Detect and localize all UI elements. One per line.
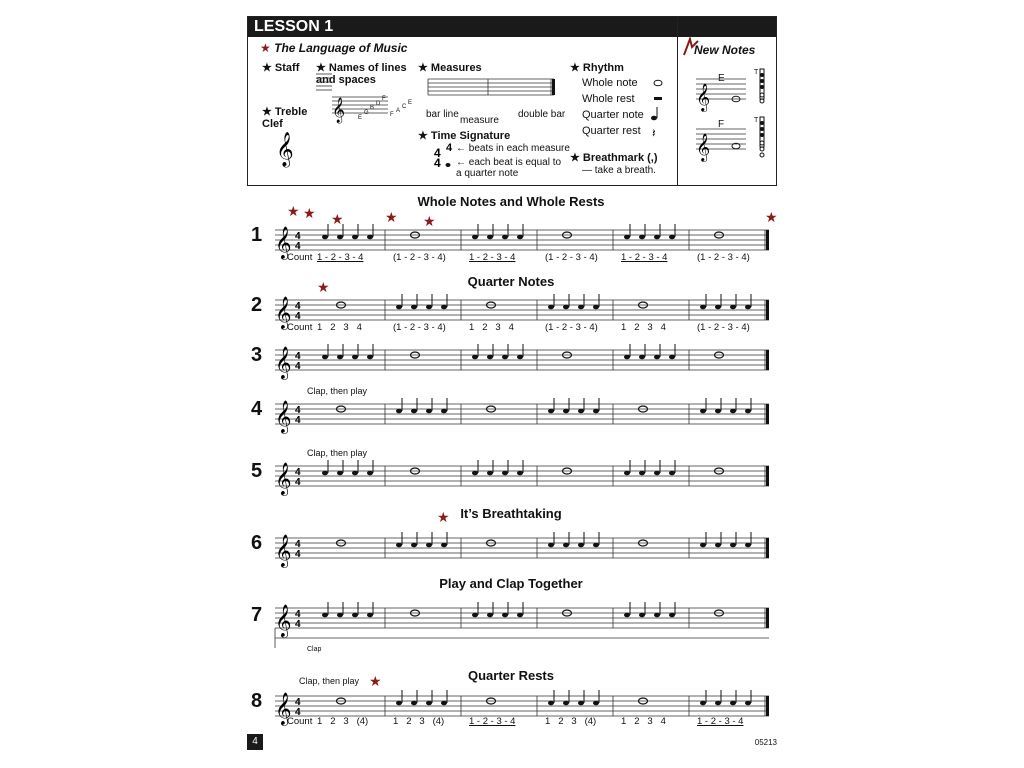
quarter-note-icon	[441, 305, 447, 310]
staff-label: ★ Staff	[262, 62, 300, 74]
quarter-note-icon	[396, 305, 402, 310]
count-l1-m3: 1 - 2 - 3 - 4	[469, 252, 516, 263]
clap-then-play-8: Clap, then play	[299, 676, 360, 686]
time-signature-text: Time Signature	[430, 130, 511, 142]
quarter-note-icon	[517, 613, 523, 618]
quarter-note-icon	[472, 355, 478, 360]
final-bar	[766, 466, 769, 486]
quarter-note-icon	[352, 235, 358, 240]
time-sig-icon: 4	[295, 405, 301, 416]
quarter-note-icon	[426, 305, 432, 310]
space-letter-f: F	[390, 112, 394, 118]
quarter-note-icon	[639, 471, 645, 476]
quarter-note-icon	[487, 471, 493, 476]
final-bar	[766, 230, 769, 250]
quarter-note-icon	[593, 409, 599, 414]
time-sig-header-icon-bottom: 4	[434, 156, 441, 170]
quarter-note-icon	[578, 543, 584, 548]
treble-clef-icon: 𝄞	[275, 400, 292, 433]
quarter-note-icon	[472, 235, 478, 240]
line-letter-e: E	[358, 115, 363, 121]
time-sig-icon: 4	[295, 549, 301, 560]
count-word-2: Count	[287, 322, 313, 333]
language-heading-text: The Language of Music	[274, 41, 408, 55]
treble-clef-small-icon: 𝄞	[332, 98, 346, 123]
quarter-note-icon	[352, 471, 358, 476]
space-letter-a: A	[396, 108, 401, 114]
quarter-rest-label: Quarter rest	[582, 125, 641, 137]
quarter-note-icon	[322, 235, 328, 240]
quarter-note-icon	[411, 409, 417, 414]
quarter-note-icon	[322, 471, 328, 476]
whole-rest-label: Whole rest	[582, 93, 635, 105]
quarter-note-icon	[563, 305, 569, 310]
quarter-note-icon	[624, 355, 630, 360]
quarter-note-icon	[411, 305, 417, 310]
treble-label-text: Treble Clef	[262, 106, 308, 130]
count-l2-m5: 1 2 3 4	[621, 322, 666, 333]
quarter-note-icon	[730, 409, 736, 414]
quarter-note-icon	[487, 355, 493, 360]
quarter-note-icon	[745, 409, 751, 414]
measures-label: ★ Measures	[418, 62, 482, 74]
quarter-note-icon	[745, 701, 751, 706]
count-l2-m1: 1 2 3 4	[317, 322, 362, 333]
quarter-note-icon	[367, 471, 373, 476]
names-label: ★ Names of lines and spaces	[316, 62, 407, 86]
line-number-8: 8	[251, 690, 263, 712]
quarter-note-icon	[563, 409, 569, 414]
measure-label: measure	[460, 115, 499, 126]
note-f-label: F	[718, 119, 725, 130]
star-icon: ★	[331, 211, 344, 227]
quarter-note-icon	[502, 235, 508, 240]
beats-text: ← beats in each measure	[456, 143, 570, 154]
treble-clef-f-icon: 𝄞	[696, 133, 711, 161]
whole-note-label: Whole note	[582, 77, 638, 89]
quarter-note-icon	[322, 355, 328, 360]
time-sig-icon: 4	[295, 477, 301, 488]
breathmark-label: ★ Breathmark (,)	[570, 152, 658, 164]
time-sig-icon: 4	[295, 301, 301, 312]
line-number-1: 1	[251, 224, 263, 246]
quarter-note-icon	[441, 701, 447, 706]
time-sig-icon: 4	[295, 609, 301, 620]
section-title-2: Quarter Notes	[467, 274, 555, 289]
star-icon: ★	[317, 279, 330, 295]
quarter-note-icon	[352, 355, 358, 360]
quarter-note-icon	[654, 355, 660, 360]
lesson-page	[247, 16, 777, 756]
final-bar	[766, 350, 769, 370]
line-letter-f: F	[382, 96, 386, 102]
quarter-note-icon	[426, 409, 432, 414]
quarter-note-icon	[715, 543, 721, 548]
quarter-note-icon	[654, 471, 660, 476]
quarter-note-icon	[624, 471, 630, 476]
count-l8-m2: 1 2 3 (4)	[393, 716, 445, 727]
rhythm-label-text: Rhythm	[582, 62, 624, 74]
count-l8-m5: 1 2 3 4	[621, 716, 666, 727]
time-sig-top-icon: 4	[446, 142, 453, 154]
time-sig-icon: 4	[295, 697, 301, 708]
section-title-6: It’s Breathtaking	[460, 506, 562, 521]
line-number-5: 5	[251, 460, 263, 482]
space-letter-e: E	[408, 100, 413, 106]
breathmark-text: Breathmark (,)	[582, 152, 658, 164]
quarter-note-icon	[700, 409, 706, 414]
names-label-text: Names of lines and spaces	[316, 62, 407, 86]
quarter-note-icon	[593, 543, 599, 548]
count-l1-m6: (1 - 2 - 3 - 4)	[697, 252, 750, 263]
quarter-note-icon	[593, 701, 599, 706]
final-bar	[766, 300, 769, 320]
count-l1-m4: (1 - 2 - 3 - 4)	[545, 252, 598, 263]
quarter-note-label: Quarter note	[582, 109, 644, 121]
section-title-8: Quarter Rests	[468, 668, 554, 683]
quarter-note-icon	[578, 701, 584, 706]
line-letter-g: G	[364, 110, 369, 116]
time-sig-header-icon: 4	[434, 146, 441, 160]
count-l2-m6: (1 - 2 - 3 - 4)	[697, 322, 750, 333]
quarter-note-icon	[548, 543, 554, 548]
quarter-note-icon	[745, 305, 751, 310]
t-label-f: T	[754, 117, 759, 124]
final-bar	[766, 538, 769, 558]
count-l2-m3: 1 2 3 4	[469, 322, 514, 333]
treble-clef-icon: 𝄞	[275, 226, 292, 259]
page-number: 4	[247, 734, 263, 750]
quarter-note-icon	[578, 409, 584, 414]
clap-then-play-4: Clap, then play	[307, 386, 368, 396]
treble-clef-icon: 𝄞	[275, 534, 292, 567]
quarter-note-icon	[669, 471, 675, 476]
section-title-1: Whole Notes and Whole Rests	[417, 194, 605, 209]
quarter-note-icon	[441, 543, 447, 548]
quarter-note-icon	[654, 235, 660, 240]
quarter-note-icon	[472, 471, 478, 476]
quarter-note-icon	[715, 409, 721, 414]
treble-clef-e-icon: 𝄞	[696, 83, 711, 111]
quarter-note-icon	[502, 471, 508, 476]
quarter-note-icon	[367, 355, 373, 360]
quarter-note-icon	[669, 235, 675, 240]
time-sig-icon: 4	[295, 231, 301, 242]
quarter-note-icon	[639, 613, 645, 618]
line-number-6: 6	[251, 532, 263, 554]
line-letter-b: B	[370, 105, 375, 111]
quarter-note-icon	[322, 613, 328, 618]
music-staves	[247, 16, 777, 756]
quarter-note-icon	[639, 355, 645, 360]
count-l8-m3: 1 - 2 - 3 - 4	[469, 716, 516, 727]
quarter-note-icon	[578, 305, 584, 310]
quarter-note-icon	[396, 409, 402, 414]
treble-clef-icon: 𝄞	[275, 692, 292, 725]
time-sig-icon: 4	[295, 415, 301, 426]
count-l8-m1: 1 2 3 (4)	[317, 716, 369, 727]
quarter-note-icon	[700, 305, 706, 310]
quarter-note-icon	[745, 543, 751, 548]
quarter-note-icon	[715, 701, 721, 706]
quarter-note-icon	[487, 235, 493, 240]
breath-text: — take a breath.	[582, 165, 656, 176]
quarter-note-icon	[411, 543, 417, 548]
quarter-note-icon	[563, 543, 569, 548]
treble-clef-icon: 𝄞	[275, 462, 292, 495]
treble-clef-icon: 𝄞	[275, 296, 292, 329]
quarter-note-icon	[396, 543, 402, 548]
quarter-note-icon	[502, 355, 508, 360]
count-word-8: Count	[287, 716, 313, 727]
quarter-note-icon	[337, 613, 343, 618]
count-l8-m4: 1 2 3 (4)	[545, 716, 597, 727]
line-number-3: 3	[251, 344, 263, 366]
final-bar	[766, 608, 769, 628]
double-bar-label: double bar	[518, 109, 566, 120]
time-sig-icon: 4	[295, 539, 301, 550]
time-sig-icon: 4	[295, 619, 301, 630]
star-icon: ★	[260, 41, 271, 55]
final-bar	[766, 696, 769, 716]
treble-clef-icon: 𝄞	[275, 604, 292, 637]
star-icon: ★	[287, 203, 300, 219]
each-beat-text: ← each beat is equal to a quarter note	[456, 157, 562, 179]
count-l2-m4: (1 - 2 - 3 - 4)	[545, 322, 598, 333]
line-letter-d: D	[376, 101, 381, 107]
quarter-note-icon	[669, 613, 675, 618]
quarter-note-icon	[441, 409, 447, 414]
time-sig-icon: 4	[295, 467, 301, 478]
star-icon: ★	[765, 209, 778, 225]
quarter-note-icon	[352, 613, 358, 618]
quarter-note-icon	[367, 235, 373, 240]
time-sig-icon: 4	[295, 241, 301, 252]
quarter-note-icon	[472, 613, 478, 618]
quarter-note-icon	[700, 543, 706, 548]
time-sig-icon: 4	[295, 361, 301, 372]
quarter-note-icon	[367, 613, 373, 618]
quarter-note-icon	[730, 543, 736, 548]
quarter-note-icon	[548, 305, 554, 310]
clap-label: Clap	[307, 646, 322, 653]
count-l1-m2: (1 - 2 - 3 - 4)	[393, 252, 446, 263]
star-icon: ★	[423, 213, 436, 229]
measures-label-text: Measures	[430, 62, 482, 74]
treble-clef-icon: 𝄞	[276, 132, 294, 167]
quarter-note-icon	[517, 471, 523, 476]
bar-line-label: bar line	[426, 109, 459, 120]
count-word-1: Count	[287, 252, 313, 263]
star-icon: ★	[303, 205, 316, 221]
quarter-rest-icon: 𝄽	[652, 126, 656, 140]
beats-text-value: beats in each measure	[468, 143, 570, 154]
line-number-2: 2	[251, 294, 263, 316]
quarter-note-icon	[715, 305, 721, 310]
lesson-title: LESSON 1	[248, 17, 574, 37]
quarter-note-icon	[487, 613, 493, 618]
quarter-note-icon	[337, 235, 343, 240]
star-icon: ★	[369, 673, 382, 689]
count-l8-m6: 1 - 2 - 3 - 4	[697, 716, 744, 727]
space-letter-c: C	[402, 104, 407, 110]
quarter-note-icon	[337, 355, 343, 360]
quarter-note-icon	[563, 701, 569, 706]
quarter-note-icon	[426, 701, 432, 706]
quarter-note-icon	[548, 409, 554, 414]
section-title-7: Play and Clap Together	[439, 576, 583, 591]
treble-clef-icon: 𝄞	[275, 346, 292, 379]
count-l1-m5: 1 - 2 - 3 - 4	[621, 252, 668, 263]
quarter-note-icon	[669, 355, 675, 360]
quarter-note-icon	[411, 701, 417, 706]
quarter-note-icon	[337, 471, 343, 476]
catalog-code: 05213	[754, 738, 777, 747]
quarter-note-icon	[654, 613, 660, 618]
quarter-note-icon	[517, 355, 523, 360]
quarter-note-icon	[517, 235, 523, 240]
count-l2-m2: (1 - 2 - 3 - 4)	[393, 322, 446, 333]
quarter-note-icon	[426, 543, 432, 548]
time-sig-icon: 4	[295, 707, 301, 718]
t-label-e: T	[754, 69, 759, 76]
note-e-label: E	[718, 73, 725, 84]
quarter-note-icon	[730, 701, 736, 706]
final-bar	[766, 404, 769, 424]
quarter-note-icon	[730, 305, 736, 310]
quarter-note-icon	[548, 701, 554, 706]
each-beat-text-value: each beat is equal to a quarter note	[456, 157, 562, 179]
quarter-note-icon	[700, 701, 706, 706]
star-icon: ★	[437, 509, 450, 525]
treble-label: ★ Treble Clef	[262, 106, 308, 130]
quarter-note-icon	[396, 701, 402, 706]
quarter-note-icon	[624, 235, 630, 240]
line-number-4: 4	[251, 398, 263, 420]
quarter-note-icon	[624, 613, 630, 618]
quarter-note-icon	[593, 305, 599, 310]
quarter-note-icon	[639, 235, 645, 240]
star-icon: ★	[385, 209, 398, 225]
time-signature-label: ★ Time Signature	[418, 130, 511, 142]
staff-label-text: Staff	[274, 62, 300, 74]
time-sig-icon: 4	[295, 351, 301, 362]
rhythm-label: ★ Rhythm	[570, 62, 624, 74]
new-notes-label: New Notes	[694, 43, 756, 57]
clap-then-play-5: Clap, then play	[307, 448, 368, 458]
quarter-note-icon	[502, 613, 508, 618]
line-number-7: 7	[251, 604, 263, 626]
count-l1-m1: 1 - 2 - 3 - 4	[317, 252, 364, 263]
time-sig-icon: 4	[295, 311, 301, 322]
